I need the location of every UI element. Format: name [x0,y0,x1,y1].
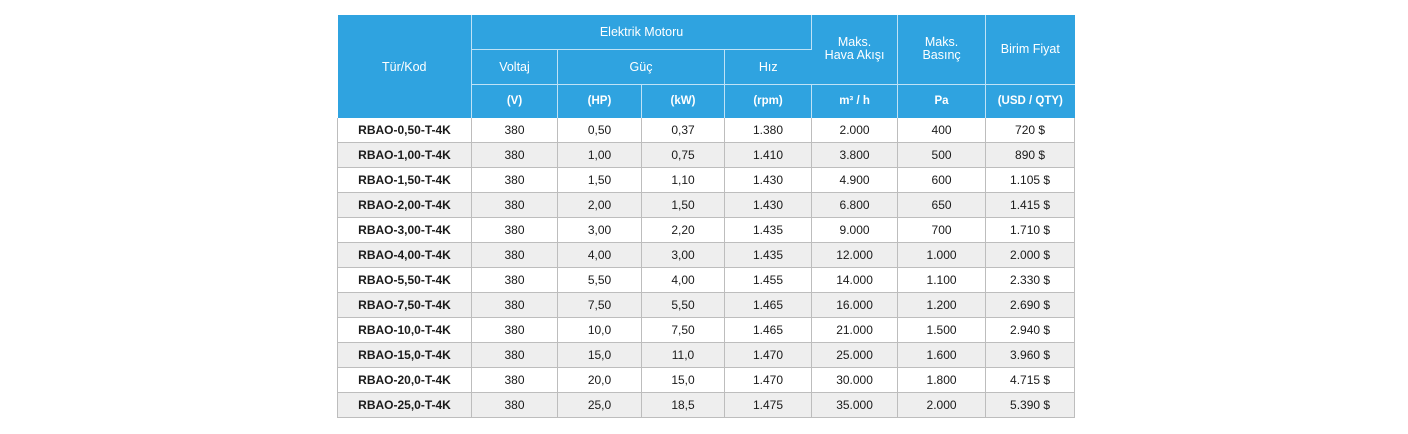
header-tur-kod: Tür/Kod [338,15,472,118]
cell-max-pressure: 600 [898,168,986,193]
cell-voltage: 380 [472,168,558,193]
cell-voltage: 380 [472,293,558,318]
cell-max-pressure: 1.100 [898,268,986,293]
cell-unit-price: 890 $ [986,143,1075,168]
cell-speed-rpm: 1.430 [725,168,812,193]
table-row [338,293,1075,318]
cell-voltage: 380 [472,118,558,143]
cell-max-airflow: 2.000 [812,118,898,143]
cell-max-airflow: 12.000 [812,243,898,268]
cell-max-airflow: 3.800 [812,143,898,168]
cell-model-code: RBAO-10,0-T-4K [338,318,472,343]
cell-max-pressure: 1.800 [898,368,986,393]
cell-power-kw: 3,00 [642,243,725,268]
cell-unit-price: 720 $ [986,118,1075,143]
cell-model-code: RBAO-1,50-T-4K [338,168,472,193]
cell-model-code: RBAO-7,50-T-4K [338,293,472,318]
table-row [338,268,1075,293]
cell-power-kw: 15,0 [642,368,725,393]
table-row [338,393,1075,418]
unit-airflow: m³ / h [812,84,898,118]
cell-speed-rpm: 1.430 [725,193,812,218]
header-maks-hava-line2: Hava Akışı [824,48,885,63]
header-maks-basinc [898,15,986,84]
cell-power-hp: 2,00 [558,193,642,218]
cell-power-kw: 4,00 [642,268,725,293]
cell-model-code: RBAO-4,00-T-4K [338,243,472,268]
cell-max-airflow: 35.000 [812,393,898,418]
cell-model-code: RBAO-20,0-T-4K [338,368,472,393]
cell-voltage: 380 [472,193,558,218]
table-header [338,15,1075,118]
cell-model-code: RBAO-1,00-T-4K [338,143,472,168]
cell-max-airflow: 14.000 [812,268,898,293]
cell-max-airflow: 30.000 [812,368,898,393]
cell-unit-price: 1.105 $ [986,168,1075,193]
cell-power-kw: 0,37 [642,118,725,143]
cell-voltage: 380 [472,343,558,368]
cell-power-kw: 1,10 [642,168,725,193]
cell-max-pressure: 1.500 [898,318,986,343]
cell-max-airflow: 25.000 [812,343,898,368]
table-row [338,218,1075,243]
cell-max-airflow: 4.900 [812,168,898,193]
cell-speed-rpm: 1.455 [725,268,812,293]
cell-power-kw: 1,50 [642,193,725,218]
cell-max-pressure: 1.200 [898,293,986,318]
cell-power-hp: 4,00 [558,243,642,268]
cell-power-hp: 25,0 [558,393,642,418]
table-row [338,343,1075,368]
cell-unit-price: 1.710 $ [986,218,1075,243]
header-voltaj: Voltaj [472,49,558,84]
header-maks-basinc-line2: Basınç [922,48,961,63]
cell-power-kw: 11,0 [642,343,725,368]
cell-max-pressure: 500 [898,143,986,168]
cell-power-kw: 7,50 [642,318,725,343]
cell-power-hp: 1,00 [558,143,642,168]
cell-max-pressure: 2.000 [898,393,986,418]
cell-unit-price: 2.940 $ [986,318,1075,343]
cell-unit-price: 2.690 $ [986,293,1075,318]
unit-rpm: (rpm) [725,84,812,118]
cell-voltage: 380 [472,143,558,168]
unit-hp: (HP) [558,84,642,118]
cell-power-hp: 10,0 [558,318,642,343]
table-row [338,193,1075,218]
header-maks-hava-akisi [812,15,898,84]
cell-model-code: RBAO-3,00-T-4K [338,218,472,243]
cell-voltage: 380 [472,368,558,393]
cell-max-airflow: 21.000 [812,318,898,343]
table-row [338,143,1075,168]
table-row [338,368,1075,393]
cell-model-code: RBAO-5,50-T-4K [338,268,472,293]
cell-model-code: RBAO-0,50-T-4K [338,118,472,143]
cell-power-kw: 2,20 [642,218,725,243]
table-body [338,118,1075,418]
cell-speed-rpm: 1.470 [725,343,812,368]
cell-speed-rpm: 1.435 [725,218,812,243]
cell-max-pressure: 1.000 [898,243,986,268]
cell-power-hp: 20,0 [558,368,642,393]
header-birim-fiyat: Birim Fiyat [986,15,1075,84]
cell-speed-rpm: 1.470 [725,368,812,393]
cell-speed-rpm: 1.435 [725,243,812,268]
cell-unit-price: 2.330 $ [986,268,1075,293]
table-row [338,318,1075,343]
cell-max-airflow: 9.000 [812,218,898,243]
cell-power-hp: 15,0 [558,343,642,368]
cell-voltage: 380 [472,318,558,343]
header-maks-hava-line1: Maks. [837,35,872,50]
cell-unit-price: 4.715 $ [986,368,1075,393]
unit-price: (USD / QTY) [986,84,1075,118]
cell-speed-rpm: 1.465 [725,318,812,343]
cell-model-code: RBAO-25,0-T-4K [338,393,472,418]
price-table [337,15,1075,418]
cell-speed-rpm: 1.380 [725,118,812,143]
cell-power-hp: 3,00 [558,218,642,243]
table-row [338,118,1075,143]
cell-voltage: 380 [472,218,558,243]
cell-max-pressure: 700 [898,218,986,243]
cell-max-airflow: 6.800 [812,193,898,218]
cell-power-kw: 5,50 [642,293,725,318]
cell-model-code: RBAO-15,0-T-4K [338,343,472,368]
cell-model-code: RBAO-2,00-T-4K [338,193,472,218]
header-elektrik-motoru: Elektrik Motoru [472,15,812,49]
cell-power-hp: 7,50 [558,293,642,318]
cell-max-pressure: 400 [898,118,986,143]
cell-unit-price: 1.415 $ [986,193,1075,218]
unit-kw: (kW) [642,84,725,118]
unit-volt: (V) [472,84,558,118]
unit-pa: Pa [898,84,986,118]
cell-power-kw: 0,75 [642,143,725,168]
cell-voltage: 380 [472,243,558,268]
cell-speed-rpm: 1.410 [725,143,812,168]
table-row [338,168,1075,193]
cell-speed-rpm: 1.465 [725,293,812,318]
header-hiz: Hız [725,49,812,84]
cell-power-hp: 0,50 [558,118,642,143]
cell-unit-price: 3.960 $ [986,343,1075,368]
cell-max-pressure: 1.600 [898,343,986,368]
cell-voltage: 380 [472,393,558,418]
header-guc: Güç [558,49,725,84]
cell-voltage: 380 [472,268,558,293]
cell-unit-price: 2.000 $ [986,243,1075,268]
cell-max-pressure: 650 [898,193,986,218]
cell-power-hp: 1,50 [558,168,642,193]
header-maks-basinc-line1: Maks. [924,35,959,50]
cell-unit-price: 5.390 $ [986,393,1075,418]
cell-max-airflow: 16.000 [812,293,898,318]
table-row [338,243,1075,268]
cell-power-hp: 5,50 [558,268,642,293]
cell-power-kw: 18,5 [642,393,725,418]
cell-speed-rpm: 1.475 [725,393,812,418]
